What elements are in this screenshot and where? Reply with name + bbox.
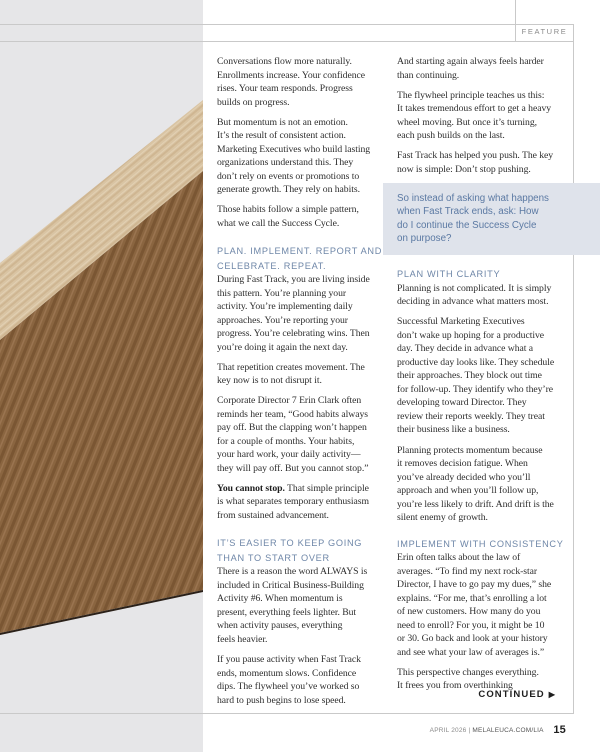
paragraph: Successful Marketing Executives don’t wake up hoping for a productive day. They decide in advance what a productive day looks like. They schedule their approaches. They block out time for follow-up. They identify who they’re developing toward Director. They review their reports weekly. They treat their business like a business. [397, 316, 555, 436]
paragraph: This perspective changes everything. It frees you from overthinking [397, 666, 539, 692]
page-footer [380, 724, 566, 736]
paragraph-text: That simple principle is what separates temporary enthusiasm from sustained advancement. [217, 482, 369, 521]
paragraph: Fast Track has helped you push. The key now is simple: Don’t stop pushing. [397, 150, 554, 175]
paragraph: Conversations flow more naturally. Enrollments increase. Your confidence rises. Your team responds. Progress builds on progress. [217, 56, 365, 108]
paragraph: Corporate Director 7 Erin Clark often reminds her team, “Good habits always pay off. But the clapping won’t happen for a couple of months. Your habits, your hard work, your daily activity— they will pay off. But you cannot stop.” [217, 395, 369, 474]
website: MELALEUCA.COM/LIA [472, 727, 544, 734]
paragraph: Erin often talks about the law of averages. “To find my next rock-star Director, I have to go pay my dues,” she explains. “For me, that’s enrolling a lot of new customers. How many do you need to enroll? For you, it might be 10 or 30. Go back and look at your history and see what your law of averages is.” [397, 552, 552, 658]
continued-label: CONTINUED [478, 689, 545, 700]
subheading: IT’S EASIER TO KEEP GOING THAN TO START OVER [217, 538, 363, 563]
left-column [217, 55, 382, 714]
issue-date: APRIL 2026 [429, 727, 467, 734]
paragraph [217, 482, 382, 523]
paragraph: Planning protects momentum because it removes decision fatigue. When you’ve already decided who you’ll approach and when you’ll follow up, you’re less likely to drift. And drift is the silent enemy of growth. [397, 444, 554, 524]
paragraph: But momentum is not an emotion. It’s the result of consistent action. Marketing Executives who build lasting organizations understand this. They don’t rely on events or promotions to generate growth. They rely on habits. [217, 116, 371, 196]
paragraph: And starting again always feels harder than continuing. [397, 56, 544, 81]
wood-photo [0, 0, 203, 752]
header-rule-bottom [0, 41, 574, 42]
subheading: PLAN WITH CLARITY [397, 269, 501, 280]
subheading: PLAN. IMPLEMENT. REPORT AND CELEBRATE. REPEAT. [217, 246, 383, 271]
paragraph: Those habits follow a simple pattern, what we call the Success Cycle. [217, 204, 359, 229]
paragraph: There is a reason the word ALWAYS is included in Critical Business-Building Activity #6. When momentum is present, everything feels lighter. But when activity pauses, everything feels heavier. [217, 566, 368, 645]
page-number: 15 [553, 724, 566, 736]
section-label: FEATURE [521, 27, 568, 36]
pull-quote: So instead of asking what happens when Fast Track ends, ask: How do I continue the Success Cycle on purpose? [383, 183, 600, 255]
frame-right-border [573, 24, 574, 714]
play-arrow-icon: ▶ [548, 690, 556, 699]
paragraph: During Fast Track, you are living inside this pattern. You’re planning your activity. You’re implementing daily approaches. You’re reporting your progress. You’re celebrating wins. Then you’re doing it again the next day. [217, 274, 370, 353]
continued-link[interactable] [440, 689, 556, 700]
paragraph: Planning is not complicated. It is simply deciding in advance what matters most. [397, 282, 552, 308]
paragraph: That repetition creates movement. The key now is to not disrupt it. [217, 361, 365, 387]
right-column [397, 55, 569, 699]
emphasis: You cannot stop. [217, 482, 285, 494]
paragraph: The flywheel principle teaches us this: It takes tremendous effort to get a heavy wheel moving. But once it’s turning, each push builds on the last. [397, 89, 552, 142]
header-rule-top [0, 24, 574, 25]
paragraph: If you pause activity when Fast Track ends, momentum slows. Confidence dips. The flywheel you’ve worked so hard to push begins to lose speed. [217, 654, 361, 706]
wood-illustration [0, 0, 203, 752]
subheading: IMPLEMENT WITH CONSISTENCY [397, 538, 564, 549]
footer-separator: | [468, 727, 471, 734]
